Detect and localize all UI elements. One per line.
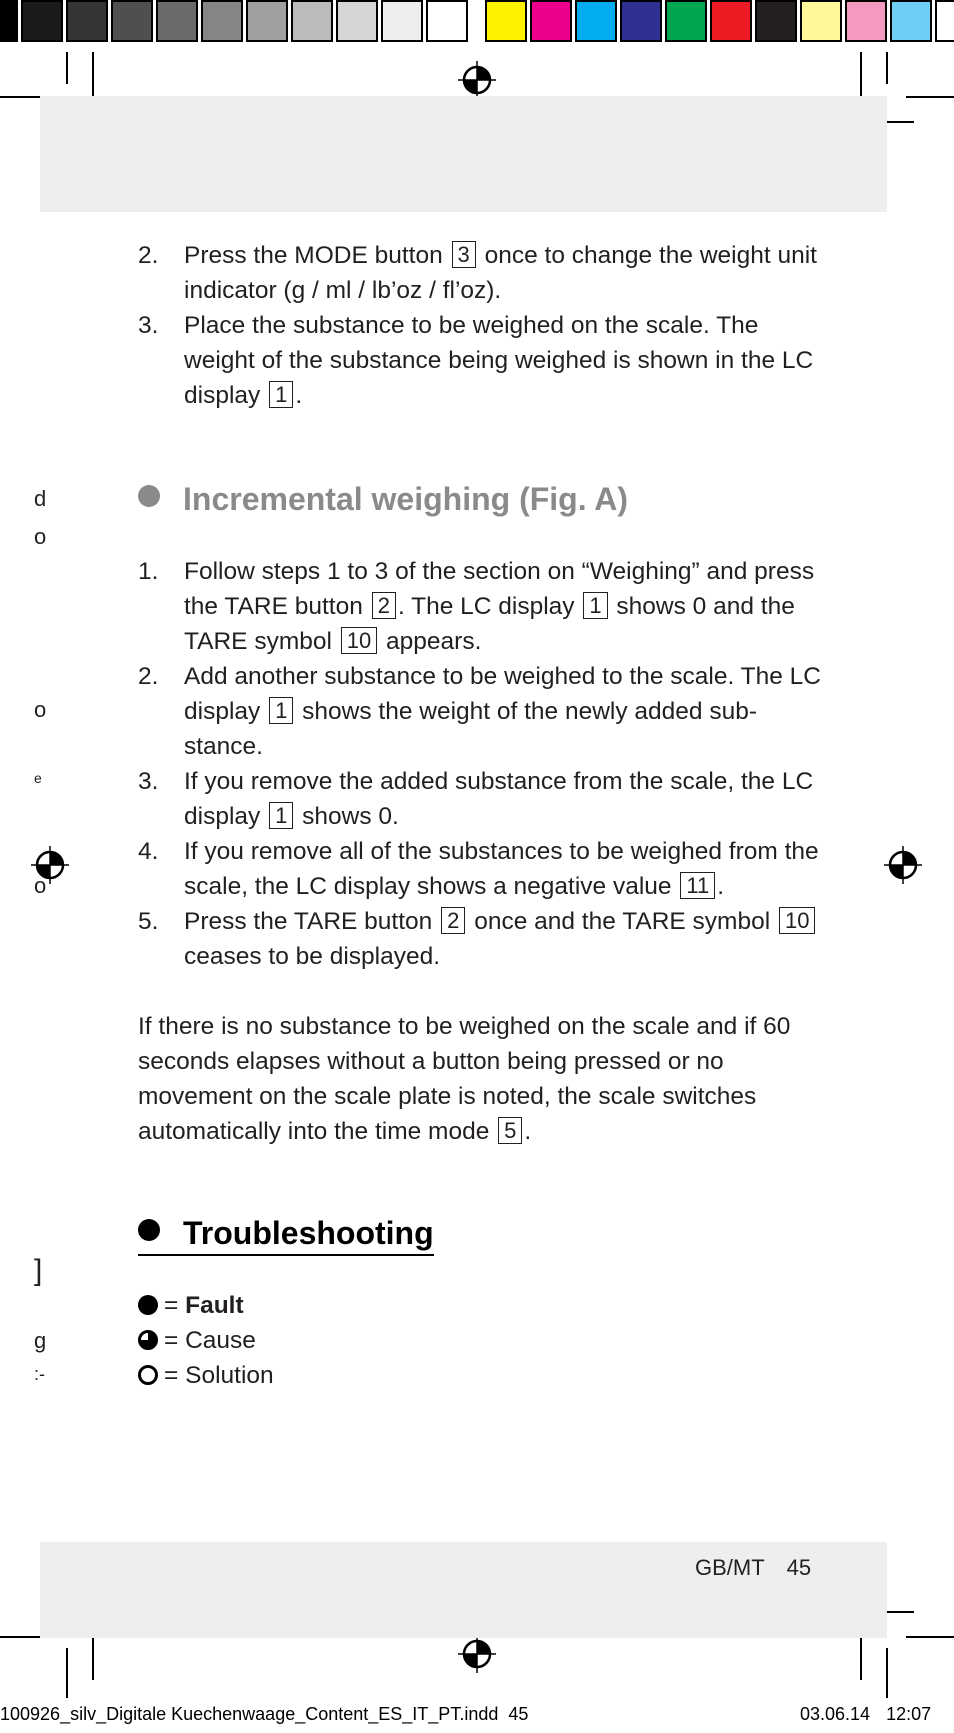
weighing-steps-list — [138, 238, 828, 413]
color-swatch — [845, 0, 887, 42]
section-heading-troubleshooting: Troubleshooting — [138, 1213, 434, 1256]
crop-mark — [66, 52, 68, 84]
reference-number-box: 5 — [498, 1117, 522, 1144]
reference-number-box: 10 — [341, 627, 377, 654]
color-swatch — [0, 0, 18, 42]
text-run: If you remove the added substance from the scale, the LC display — [184, 768, 814, 830]
text-run: Place the substance to be weighed on the scale. The weight of the substance being weighed is shown in the LC display — [184, 312, 814, 409]
color-swatch — [336, 0, 378, 42]
incremental-steps-list — [138, 554, 828, 974]
list-item — [138, 904, 828, 974]
edge-fragment: o — [34, 873, 47, 898]
color-swatch — [890, 0, 932, 42]
crop-mark — [66, 1648, 68, 1698]
reference-number-box: 10 — [779, 907, 815, 934]
edge-fragment: d — [34, 486, 47, 511]
text-run: Press the MODE button — [184, 242, 443, 269]
legend-fault: = Fault — [138, 1288, 244, 1323]
color-calibration-bar — [485, 0, 954, 46]
crop-mark — [860, 52, 862, 102]
list-item — [138, 659, 828, 764]
list-number: 2. — [138, 242, 159, 269]
edge-fragment: o — [34, 697, 47, 722]
reference-number-box: 1 — [583, 592, 607, 619]
list-number: 3. — [138, 312, 159, 339]
color-swatch — [800, 0, 842, 42]
list-item — [138, 834, 828, 904]
text-run: . The LC display — [397, 593, 575, 620]
auto-time-mode-paragraph — [138, 1009, 828, 1149]
edge-fragment: :- — [34, 1364, 45, 1384]
list-number: 2. — [138, 663, 159, 690]
color-swatch — [935, 0, 954, 42]
crop-mark — [886, 1648, 888, 1698]
text-run: once to change the weight unit indicator (g / ml / lb’oz / fl’oz). — [184, 242, 817, 304]
color-swatch — [426, 0, 468, 42]
cause-icon — [138, 1330, 158, 1350]
color-swatch — [575, 0, 617, 42]
text-run: . — [717, 873, 725, 900]
registration-mark-icon — [884, 846, 922, 884]
text-run: Add another substance to be weighed to the scale. The LC display — [184, 663, 821, 725]
color-swatch — [755, 0, 797, 42]
bullet-icon — [138, 485, 160, 507]
text-run: appears. — [386, 628, 482, 655]
text-run: shows 0 and the TARE symbol — [184, 593, 795, 655]
color-swatch — [66, 0, 108, 42]
color-swatch — [246, 0, 288, 42]
reference-number-box: 1 — [269, 802, 293, 829]
color-swatch — [381, 0, 423, 42]
list-number: 5. — [138, 908, 159, 935]
text-run: once and the TARE symbol — [474, 908, 771, 935]
text-run: Press the TARE button — [184, 908, 433, 935]
solution-icon — [138, 1365, 158, 1385]
edge-fragment: g — [34, 1328, 47, 1353]
list-item — [138, 238, 828, 308]
color-swatch — [530, 0, 572, 42]
text-run: shows 0. — [302, 803, 399, 830]
bullet-icon — [138, 1219, 160, 1241]
list-number: 3. — [138, 768, 159, 795]
registration-mark-icon — [458, 61, 496, 99]
color-swatch — [485, 0, 527, 42]
reference-number-box: 1 — [269, 697, 293, 724]
reference-number-box: 3 — [452, 241, 476, 268]
color-swatch — [665, 0, 707, 42]
list-number: 4. — [138, 838, 159, 865]
list-item — [138, 308, 828, 413]
text-run: shows the weight of the newly added sub-stance. — [184, 698, 758, 760]
header-band — [40, 96, 887, 212]
reference-number-box: 2 — [372, 592, 396, 619]
crop-mark — [906, 96, 954, 98]
reference-number-box: 1 — [269, 381, 293, 408]
list-number: 1. — [138, 558, 159, 585]
text-run: ceases to be displayed. — [184, 943, 441, 970]
section-heading-incremental: Incremental weighing (Fig. A) — [138, 479, 628, 519]
text-run: If you remove all of the substances to be weighed from the scale, the LC display shows a negative value — [184, 838, 819, 900]
color-swatch — [111, 0, 153, 42]
print-slug-file: 100926_silv_Digitale Kuechenwaage_Content_ES_IT_PT.indd 45 — [0, 1704, 529, 1724]
reference-number-box: 11 — [680, 872, 715, 899]
color-swatch — [710, 0, 752, 42]
text-run: Follow steps 1 to 3 of the section on “Weighing” and press the TARE button — [184, 558, 815, 620]
color-swatch — [291, 0, 333, 42]
legend-solution: = Solution — [138, 1358, 274, 1393]
text-run: . — [524, 1118, 532, 1145]
color-swatch — [201, 0, 243, 42]
edge-fragment: e — [34, 770, 42, 786]
text-run: . — [295, 382, 303, 409]
page-footer-label: GB/MT 45 — [695, 1555, 812, 1580]
list-item — [138, 764, 828, 834]
edge-fragment: o — [34, 524, 47, 549]
registration-mark-icon — [458, 1635, 496, 1673]
print-slug-timestamp: 03.06.14 12:07 — [800, 1704, 932, 1724]
list-item — [138, 554, 828, 659]
legend-cause: = Cause — [138, 1323, 256, 1358]
grayscale-calibration-bar — [0, 0, 471, 46]
edge-fragment: ] — [34, 1254, 43, 1287]
text-run: If there is no substance to be weighed on the scale and if 60 seconds elapses without a button being pressed or no movement on the scale plate is noted, the scale switches automatically into the time mode — [138, 1013, 791, 1145]
crop-mark — [906, 1636, 954, 1638]
page-number: 45 — [786, 1555, 812, 1580]
fault-icon — [138, 1295, 158, 1315]
crop-mark — [92, 52, 94, 102]
color-swatch — [620, 0, 662, 42]
color-swatch — [21, 0, 63, 42]
reference-number-box: 2 — [441, 907, 465, 934]
color-swatch — [156, 0, 198, 42]
crop-mark — [886, 52, 888, 84]
